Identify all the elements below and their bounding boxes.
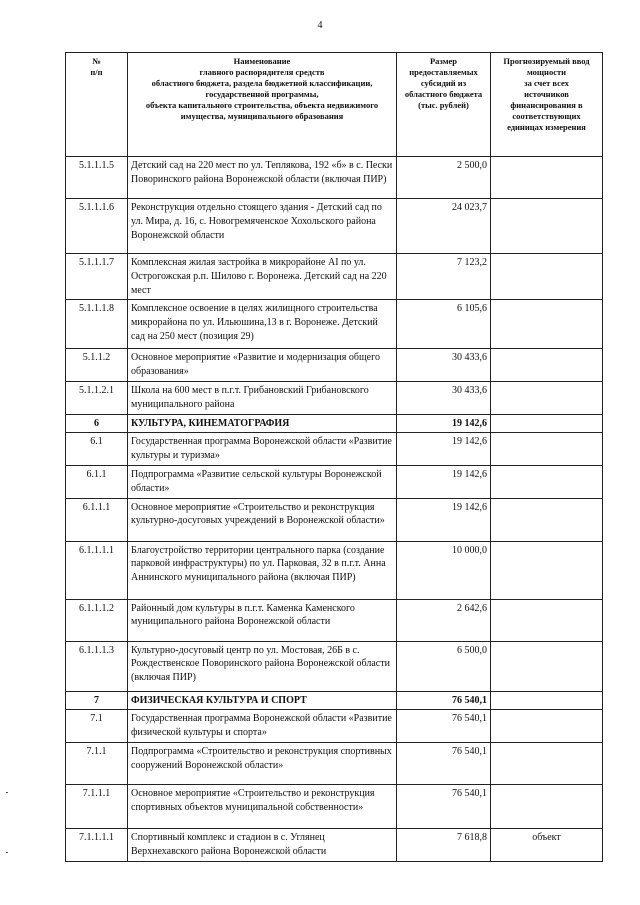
row-name: Государственная программа Воронежской области «Развитие физической культуры и спорта» xyxy=(128,710,397,743)
table-row xyxy=(66,742,603,784)
row-name: Основное мероприятие «Развитие и модернизация общего образования» xyxy=(128,349,397,382)
row-forecast xyxy=(491,498,603,541)
row-forecast xyxy=(491,254,603,300)
row-amount: 24 023,7 xyxy=(397,199,491,254)
row-amount: 10 000,0 xyxy=(397,541,491,599)
row-amount: 7 618,8 xyxy=(397,828,491,861)
table-row xyxy=(66,300,603,349)
header-num: № п/п xyxy=(66,53,128,157)
header-amount: Размер предоставляемых субсидий из областного бюджета (тыс. рублей) xyxy=(397,53,491,157)
margin-mark xyxy=(6,792,8,793)
header-name: Наименование главного распорядителя средств областного бюджета, раздела бюджетной классификации, государственной программы, объекта капитального строительства, объекта недвижимого имущества, муниципального образования xyxy=(128,53,397,157)
row-number: 7.1 xyxy=(66,710,128,743)
table-row xyxy=(66,541,603,599)
table-body xyxy=(66,157,603,862)
row-number: 6.1.1.1.1 xyxy=(66,541,128,599)
row-amount: 6 500,0 xyxy=(397,641,491,691)
table-row xyxy=(66,784,603,828)
row-number: 7.1.1.1.1 xyxy=(66,828,128,861)
table-row xyxy=(66,710,603,743)
row-forecast xyxy=(491,157,603,199)
row-name: Подпрограмма «Развитие сельской культуры Воронежской области» xyxy=(128,465,397,498)
row-forecast xyxy=(491,349,603,382)
row-amount: 19 142,6 xyxy=(397,465,491,498)
row-forecast xyxy=(491,199,603,254)
row-name: Комплексное освоение в целях жилищного строительства микрорайона по ул. Ильюшина,13 в г. Воронеже. Детский сад на 250 мест (позиция 29) xyxy=(128,300,397,349)
row-amount: 2 500,0 xyxy=(397,157,491,199)
table-row xyxy=(66,349,603,382)
row-name: Районный дом культуры в п.г.т. Каменка Каменского муниципального района Воронежской области xyxy=(128,599,397,641)
row-name: Подпрограмма «Строительство и реконструкция спортивных сооружений Воронежской области» xyxy=(128,742,397,784)
row-number: 6.1.1.1 xyxy=(66,498,128,541)
row-number: 5.1.1.2.1 xyxy=(66,381,128,414)
row-amount: 19 142,6 xyxy=(397,433,491,466)
row-forecast xyxy=(491,465,603,498)
table-row xyxy=(66,691,603,710)
row-name: Культурно-досуговый центр по ул. Мостовая, 26Б в с. Рождественское Поворинского района Воронежской области (включая ПИР) xyxy=(128,641,397,691)
row-amount: 6 105,6 xyxy=(397,300,491,349)
row-amount: 76 540,1 xyxy=(397,710,491,743)
row-number: 5.1.1.2 xyxy=(66,349,128,382)
table-row xyxy=(66,199,603,254)
row-forecast xyxy=(491,541,603,599)
row-name: Комплексная жилая застройка в микрорайоне АI по ул. Острогожская р.п. Шилово г. Воронежа. Детский сад на 220 мест xyxy=(128,254,397,300)
row-number: 7.1.1.1 xyxy=(66,784,128,828)
row-name: Благоустройство территории центрального парка (создание парковой инфраструктуры) по ул. Парковая, 32 в п.г.т. Анна Аннинского муниципального района (включая ПИР) xyxy=(128,541,397,599)
row-number: 6 xyxy=(66,414,128,433)
row-amount: 76 540,1 xyxy=(397,691,491,710)
table-row xyxy=(66,381,603,414)
row-name: Детский сад на 220 мест по ул. Теплякова, 192 «б» в с. Пески Поворинского района Воронежской области (включая ПИР) xyxy=(128,157,397,199)
row-amount: 19 142,6 xyxy=(397,498,491,541)
row-number: 5.1.1.1.7 xyxy=(66,254,128,300)
row-number: 6.1.1.1.3 xyxy=(66,641,128,691)
row-name: Школа на 600 мест в п.г.т. Грибановский Грибановского муниципального района xyxy=(128,381,397,414)
row-amount: 76 540,1 xyxy=(397,742,491,784)
margin-mark xyxy=(6,852,8,853)
subsidy-table xyxy=(65,52,603,862)
table-row xyxy=(66,641,603,691)
row-name: Государственная программа Воронежской области «Развитие культуры и туризма» xyxy=(128,433,397,466)
row-forecast xyxy=(491,381,603,414)
row-name: Основное мероприятие «Строительство и реконструкция спортивных объектов муниципальной собственности» xyxy=(128,784,397,828)
row-forecast xyxy=(491,641,603,691)
row-name: Спортивный комплекс и стадион в с. Углянец Верхнехавского района Воронежской области xyxy=(128,828,397,861)
table-row xyxy=(66,599,603,641)
row-amount: 7 123,2 xyxy=(397,254,491,300)
table-row xyxy=(66,465,603,498)
row-amount: 2 642,6 xyxy=(397,599,491,641)
row-number: 7.1.1 xyxy=(66,742,128,784)
row-amount: 19 142,6 xyxy=(397,414,491,433)
table-row xyxy=(66,254,603,300)
row-name: ФИЗИЧЕСКАЯ КУЛЬТУРА И СПОРТ xyxy=(128,691,397,710)
row-name: КУЛЬТУРА, КИНЕМАТОГРАФИЯ xyxy=(128,414,397,433)
row-number: 7 xyxy=(66,691,128,710)
row-forecast xyxy=(491,784,603,828)
row-forecast xyxy=(491,300,603,349)
row-number: 6.1 xyxy=(66,433,128,466)
row-number: 6.1.1 xyxy=(66,465,128,498)
table-row xyxy=(66,433,603,466)
row-number: 5.1.1.1.5 xyxy=(66,157,128,199)
row-forecast xyxy=(491,710,603,743)
row-name: Основное мероприятие «Строительство и реконструкция культурно-досуговых учреждений в Воронежской области» xyxy=(128,498,397,541)
row-amount: 30 433,6 xyxy=(397,349,491,382)
page-number: 4 xyxy=(317,20,323,31)
table-row xyxy=(66,157,603,199)
row-forecast: объект xyxy=(491,828,603,861)
row-amount: 76 540,1 xyxy=(397,784,491,828)
row-number: 5.1.1.1.8 xyxy=(66,300,128,349)
row-name: Реконструкция отдельно стоящего здания - Детский сад по ул. Мира, д. 16, с. Новогремяченское Хохольского района Воронежской области xyxy=(128,199,397,254)
row-forecast xyxy=(491,433,603,466)
row-amount: 30 433,6 xyxy=(397,381,491,414)
table-row xyxy=(66,414,603,433)
row-forecast xyxy=(491,691,603,710)
row-number: 5.1.1.1.6 xyxy=(66,199,128,254)
row-forecast xyxy=(491,742,603,784)
row-forecast xyxy=(491,414,603,433)
table-row xyxy=(66,828,603,861)
table-row xyxy=(66,498,603,541)
row-number: 6.1.1.1.2 xyxy=(66,599,128,641)
table-header-row xyxy=(66,53,603,157)
row-forecast xyxy=(491,599,603,641)
header-forecast: Прогнозируемый ввод мощности за счет всех источников финансирования в соответствующих единицах измерения xyxy=(491,53,603,157)
